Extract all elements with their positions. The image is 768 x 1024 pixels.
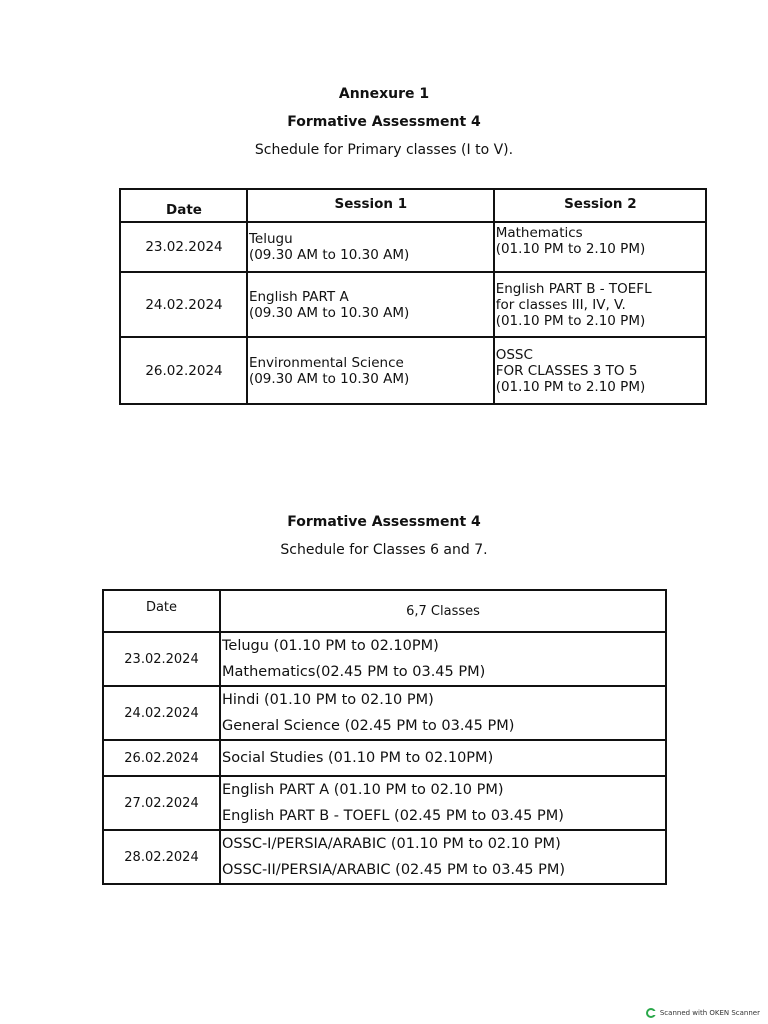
page-subtitle: Schedule for Primary classes (I to V). xyxy=(254,142,514,158)
session-2-cell xyxy=(494,272,706,337)
time-line: (09.30 AM to 10.30 AM) xyxy=(248,370,410,387)
section-2-subtitle: Schedule for Classes 6 and 7. xyxy=(280,542,488,558)
table-row xyxy=(120,272,706,337)
subject-line: Mathematics(02.45 PM to 03.45 PM) xyxy=(222,664,486,680)
scanner-watermark xyxy=(646,1008,760,1018)
subject-line: English PART A xyxy=(248,288,349,305)
subject-line: Mathematics xyxy=(495,225,583,241)
subjects-cell xyxy=(220,686,666,740)
table-header-row xyxy=(103,590,666,632)
time-line: (09.30 AM to 10.30 AM) xyxy=(248,247,410,263)
column-header-date: Date xyxy=(120,189,247,222)
column-header-session-1: Session 1 xyxy=(247,189,494,222)
subjects-cell xyxy=(220,776,666,830)
subject-line: OSSC-II/PERSIA/ARABIC (02.45 PM to 03.45 PM) xyxy=(222,862,566,878)
subject-line: OSSC xyxy=(495,346,533,363)
date-cell: 23.02.2024 xyxy=(120,222,247,272)
primary-schedule-table xyxy=(119,188,707,405)
subject-line: Social Studies (01.10 PM to 02.10PM) xyxy=(222,750,494,766)
classes-6-7-schedule-table xyxy=(102,589,667,885)
date-cell: 24.02.2024 xyxy=(103,686,220,740)
column-header-classes: 6,7 Classes xyxy=(220,590,666,632)
date-cell: 24.02.2024 xyxy=(120,272,247,337)
time-line: (09.30 AM to 10.30 AM) xyxy=(248,304,410,321)
subject-line: Environmental Science xyxy=(248,354,404,371)
time-line: (01.10 PM to 2.10 PM) xyxy=(495,312,646,329)
session-2-cell xyxy=(494,337,706,404)
table-header-row xyxy=(120,189,706,222)
date-cell: 28.02.2024 xyxy=(103,830,220,884)
subjects-cell xyxy=(220,740,666,776)
table-row xyxy=(120,222,706,272)
date-cell: 27.02.2024 xyxy=(103,776,220,830)
session-1-cell xyxy=(247,272,494,337)
class-line: FOR CLASSES 3 TO 5 xyxy=(495,362,638,379)
subject-line: OSSC-I/PERSIA/ARABIC (01.10 PM to 02.10 PM) xyxy=(222,836,561,852)
annexure-heading: Annexure 1 xyxy=(338,86,430,102)
subject-line: Telugu xyxy=(248,231,293,247)
time-line: (01.10 PM to 2.10 PM) xyxy=(495,378,646,395)
subject-line: English PART B - TOEFL (02.45 PM to 03.45 PM) xyxy=(222,808,564,824)
subject-line: English PART B - TOEFL xyxy=(495,280,652,297)
session-2-cell xyxy=(494,222,706,272)
subject-line: English PART A (01.10 PM to 02.10 PM) xyxy=(222,782,504,798)
table-row xyxy=(103,776,666,830)
subjects-cell xyxy=(220,830,666,884)
scanner-text: Scanned with OKEN Scanner xyxy=(659,1009,760,1017)
oken-scanner-logo-icon xyxy=(646,1008,656,1018)
table-row xyxy=(103,632,666,686)
class-line: for classes III, IV, V. xyxy=(495,296,626,313)
date-cell: 26.02.2024 xyxy=(120,337,247,404)
session-1-cell xyxy=(247,337,494,404)
session-1-cell xyxy=(247,222,494,272)
table-row xyxy=(103,830,666,884)
table-row xyxy=(103,740,666,776)
page-title: Formative Assessment 4 xyxy=(287,114,481,130)
section-2-title: Formative Assessment 4 xyxy=(287,514,481,530)
column-header-date: Date xyxy=(103,590,220,632)
column-header-session-2: Session 2 xyxy=(494,189,706,222)
time-line: (01.10 PM to 2.10 PM) xyxy=(495,241,646,257)
subjects-cell xyxy=(220,632,666,686)
date-cell: 23.02.2024 xyxy=(103,632,220,686)
subject-line: Telugu (01.10 PM to 02.10PM) xyxy=(222,638,439,654)
table-row xyxy=(103,686,666,740)
table-row xyxy=(120,337,706,404)
date-cell: 26.02.2024 xyxy=(103,740,220,776)
subject-line: General Science (02.45 PM to 03.45 PM) xyxy=(222,718,515,734)
subject-line: Hindi (01.10 PM to 02.10 PM) xyxy=(222,692,434,708)
